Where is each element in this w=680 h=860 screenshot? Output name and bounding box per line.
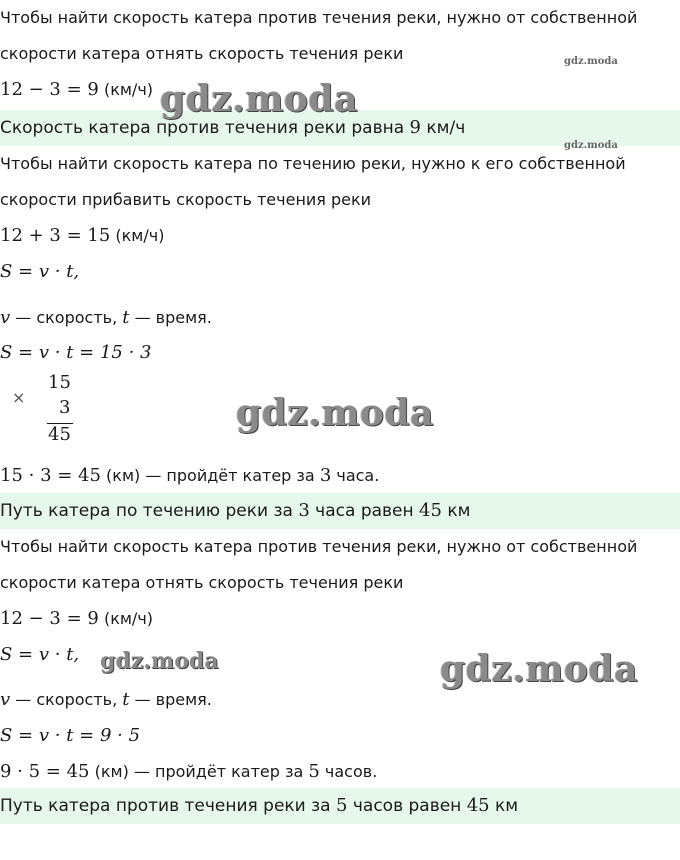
text-line: скорости катера отнять скорость течения реки	[0, 44, 404, 63]
answer-text: Путь катера против течения реки за 5 часов равен 45 км	[0, 795, 519, 816]
answer-text: Путь катера по течению реки за 3 часа равен 45 км	[0, 500, 471, 521]
formula-line: S = v · t,	[0, 644, 80, 665]
watermark-logo: gdz.moda	[440, 648, 638, 690]
calc-line: S = v · t = 9 · 5	[0, 725, 141, 746]
text-line: Чтобы найти скорость катера против течения реки, нужно от собственной	[0, 8, 638, 27]
equation-line: 12 − 3 = 9 (км/ч)	[0, 608, 154, 629]
legend-line: v — скорость, t — время.	[0, 689, 212, 710]
watermark-small: gdz.moda	[564, 140, 618, 151]
mult-result: 45	[48, 424, 71, 445]
mult-top: 15	[48, 372, 71, 393]
watermark-logo: gdz.moda	[160, 78, 358, 120]
multiply-sign: ×	[12, 388, 26, 407]
watermark-logo: gdz.moda	[100, 648, 219, 674]
equation-line: 12 + 3 = 15 (км/ч)	[0, 225, 165, 246]
text-line: скорости прибавить скорость течения реки	[0, 190, 372, 209]
text-line: скорости катера отнять скорость течения реки	[0, 573, 404, 592]
text-line: Чтобы найти скорость катера против течения реки, нужно от собственной	[0, 537, 638, 556]
legend-line: v — скорость, t — время.	[0, 307, 212, 328]
equation-line: 12 − 3 = 9 (км/ч)	[0, 79, 154, 100]
text-line: Чтобы найти скорость катера по течению реки, нужно к его собственной	[0, 154, 626, 173]
calc-line: S = v · t = 15 · 3	[0, 342, 152, 363]
result-line: 9 · 5 = 45 (км) — пройдёт катер за 5 часов.	[0, 761, 378, 782]
watermark-logo: gdz.moda	[236, 392, 434, 434]
result-line: 15 · 3 = 45 (км) — пройдёт катер за 3 часа.	[0, 465, 380, 486]
answer-text: Скорость катера против течения реки равна 9 км/ч	[0, 117, 466, 138]
formula-line: S = v · t,	[0, 261, 80, 282]
watermark-small: gdz.moda	[564, 56, 618, 67]
mult-bottom: 3	[59, 397, 71, 418]
